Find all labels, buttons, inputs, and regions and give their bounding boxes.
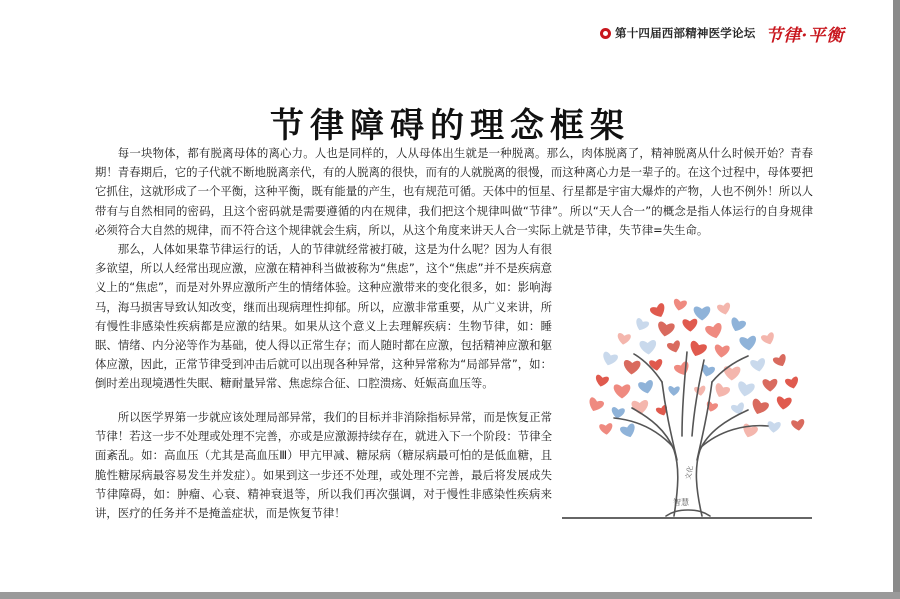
page-edge-bottom — [0, 592, 900, 599]
heart-leaf — [784, 376, 801, 391]
heart-leaf — [623, 359, 641, 375]
forum-logo-icon — [600, 28, 611, 39]
heart-leaf — [762, 378, 778, 392]
heart-leaf — [739, 335, 758, 352]
heart-leaf — [672, 298, 688, 313]
page-header — [600, 20, 876, 46]
heart-leaf — [616, 332, 631, 346]
paragraph-2: 那么，人体如果靠节律运行的话，人的节律就经常被打破，这是为什么呢？因为人有很多欲望，所以人经常出现应激，应激在精神科当做被称为“焦虑”，这个“焦虑”并不是疾病意义上的“焦虑”，而是对外界应激所产生的情绪体验。这种应激带来的变化很多，如：影响海马，海马损害导致认知改变，继而出现病理性抑郁。所以，应激非常重要，从广义来讲，所有慢性非感染性疾病都是应激的结果。如果从这个意义上去理解疾病：生物节律，如：睡眠、情绪、内分泌等作为基础，使人得以正常生存；而人随时都在应激，包括精神应激和躯体应激，因此，正常节律受到冲击后就可以出现各种异常，这种异常称为“局部异常”，如：倒时差出现境遇性失眠、糖耐量异常、焦虑综合征、口腔溃疡、妊娠高血压等。 — [95, 242, 552, 391]
trunk-label: 智慧 — [673, 498, 689, 507]
article-title: 节律障碍的理念框架 — [270, 105, 630, 146]
heart-leaf — [775, 396, 792, 411]
heart-leaf — [586, 396, 606, 414]
paragraph-1: 每一块物体，都有脱离母体的离心力。人也是同样的，人从母体出生就是一种脱离。那么，肉体脱离了，精神脱离从什么时候开始？青春期！青春期后，它的子代就不断地脱离亲代，有的人脱离的很快，而有的人就脱离的很慢，而这种离心力是一辈子的。在这个过程中，母体要把它抓住，这就形成了一个平衡，这种平衡，既有能量的产生，也有规范可循。天体中的恒星、行星都是宇宙大爆炸的产物，人也不例外！所以人带有与自然相同的密码，且这个密码就是需要遵循的内在规律，我们把这个规律叫做“节律”。所以“天人合一”的概念是指人体运行的自身规律必须符合大自然的规律，而不符合这个规律就会生病，所以，从这个角度来讲天人合一实际上就是节律，失节律=失生命。 — [95, 146, 813, 237]
paragraph-3: 所以医学界第一步就应该处理局部异常，我们的目标并非消除指标异常，而是恢复正常节律！若这一步不处理或处理不完善，亦或是应激源持续存在，就进入下一个阶段：节律全面紊乱。如：高血压（尤其是高血压Ⅲ）甲亢甲减、糖尿病（糖尿病最可怕的是低血糖，且脆性糖尿病最容易发生并发症）。如果到这一步还不处理，或处理不完善，最后将发展成失节律障碍，如：肿瘤、心衰、精神衰退等，所以我们再次强调，对于慢性非感染性疾病来讲，医疗的任务并不是掩盖症状，而是恢复节律！ — [95, 410, 552, 521]
heart-leaf — [599, 423, 614, 436]
heart-leaf — [728, 316, 747, 334]
heart-leaf — [716, 302, 732, 317]
branch-label: 文化 — [684, 465, 695, 481]
heart-leaf — [666, 339, 683, 355]
heart-leaf — [594, 374, 610, 389]
heart-leaf — [713, 344, 730, 359]
heart-leaf — [749, 357, 767, 373]
heart-tree-illustration — [562, 290, 812, 522]
page-edge-right — [893, 0, 900, 599]
heart-leaf — [790, 418, 805, 432]
heart-leaf — [619, 422, 638, 440]
heart-leaf — [772, 353, 790, 370]
forum-title: 第十四届西部精神医学论坛 — [615, 26, 756, 40]
heart-leaf — [712, 382, 732, 401]
heart-leaf — [673, 360, 693, 378]
heart-leaf — [736, 380, 756, 398]
heart-leaf — [656, 321, 676, 339]
heart-leaf — [639, 339, 658, 355]
heart-leaf — [766, 421, 781, 434]
heart-leaf — [760, 331, 777, 347]
heart-leaf — [648, 358, 664, 372]
heart-leaf — [613, 384, 630, 399]
heart-leaf — [693, 385, 707, 397]
heart-leaf — [637, 379, 655, 396]
heart-leaf — [633, 317, 651, 333]
heart-leaf — [749, 397, 771, 417]
heart-leaf — [600, 351, 619, 368]
motto: 节律·平衡 — [765, 25, 845, 46]
heart-leaf — [687, 339, 708, 359]
heart-leaf — [682, 318, 698, 332]
heart-leaf — [668, 385, 681, 396]
heart-leaf — [704, 322, 725, 341]
heart-leaf — [649, 302, 669, 321]
